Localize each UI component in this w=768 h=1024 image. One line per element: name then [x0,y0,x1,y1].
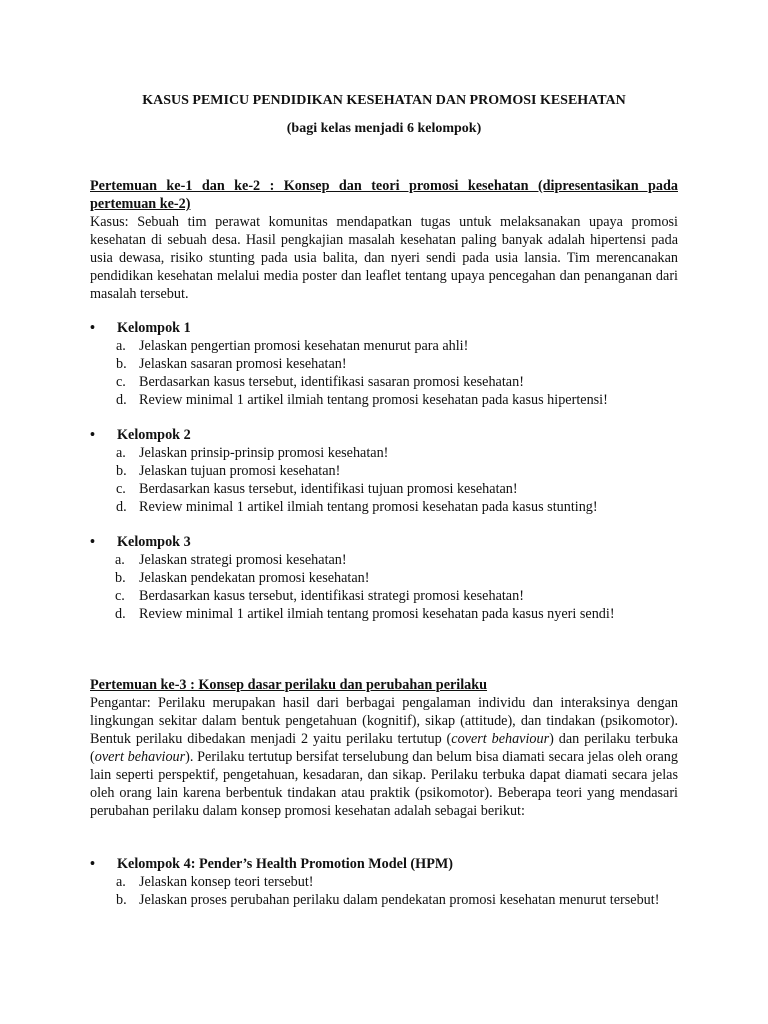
document-title: KASUS PEMICU PENDIDIKAN KESEHATAN DAN PROMOSI KESEHATAN [142,93,626,108]
group-4 [90,855,678,909]
bullet-icon: • [90,534,95,550]
group-3-title: Kelompok 3 [117,534,191,550]
list-marker: a. [116,445,126,461]
list-item-text: Review minimal 1 artikel ilmiah tentang promosi kesehatan pada kasus nyeri sendi! [139,606,615,622]
list-marker: a. [116,338,126,354]
group-1 [90,319,678,409]
list-marker: a. [116,874,126,890]
meeting-1-case-text: Kasus: Sebuah tim perawat komunitas mendapatkan tugas untuk melaksanakan upaya promosi kesehatan di sebuah desa. Hasil pengkajian masalah kesehatan paling banyak adalah hipertensi pada usia dewasa, risiko stunting pada usia balita, dan nyeri sendi pada usia lansia. Tim merencanakan pendidikan kesehatan melalui media poster dan leaflet tentang upaya pencegahan dan penanganan dari masalah tersebut. [90,214,678,302]
list-item-text: Jelaskan konsep teori tersebut! [139,874,314,890]
list-marker: d. [116,392,127,408]
group-4-heading [90,855,678,873]
list-item-text: Jelaskan pendekatan promosi kesehatan! [139,570,370,586]
list-item [90,391,678,409]
meeting-3-section [90,676,678,820]
list-marker: b. [116,356,127,372]
list-item [90,551,678,569]
list-item-text: Jelaskan strategi promosi kesehatan! [139,552,347,568]
list-item-text: Berdasarkan kasus tersebut, identifikasi tujuan promosi kesehatan! [139,481,518,497]
group-3 [90,533,678,623]
list-item-text: Review minimal 1 artikel ilmiah tentang promosi kesehatan pada kasus hipertensi! [139,392,608,408]
list-item [90,605,678,623]
meeting-1-heading: Pertemuan ke-1 dan ke-2 : Konsep dan teori promosi kesehatan (dipresentasikan pada pertemuan ke-2) [90,178,678,212]
list-marker: a. [115,552,125,568]
list-marker: b. [116,892,127,908]
list-item-text: Jelaskan sasaran promosi kesehatan! [139,356,347,372]
group-1-title: Kelompok 1 [117,320,191,336]
group-4-title: Kelompok 4: Pender’s Health Promotion Model (HPM) [117,856,453,872]
document-subtitle: (bagi kelas menjadi 6 kelompok) [286,121,482,136]
list-item [90,373,678,391]
bullet-icon: • [90,320,95,336]
list-item [90,587,678,605]
list-item-text: Jelaskan tujuan promosi kesehatan! [139,463,341,479]
list-item [90,355,678,373]
group-1-task-list [90,337,678,409]
list-item-text: Jelaskan proses perubahan perilaku dalam pendekatan promosi kesehatan menurut tersebut! [139,892,660,908]
list-item-text: Berdasarkan kasus tersebut, identifikasi sasaran promosi kesehatan! [139,374,524,390]
group-3-task-list [90,551,678,623]
list-item-text: Review minimal 1 artikel ilmiah tentang promosi kesehatan pada kasus stunting! [139,499,598,515]
list-marker: b. [116,463,127,479]
list-marker: c. [116,374,126,390]
intro-emphasis: covert behaviour [451,731,550,747]
group-4-task-list [90,873,678,909]
list-item [90,873,678,891]
list-item [90,337,678,355]
group-2-task-list [90,444,678,516]
list-marker: c. [115,588,125,604]
meeting-3-intro-text [90,694,678,820]
meeting-3-heading: Pertemuan ke-3 : Konsep dasar perilaku dan perubahan perilaku [90,677,488,693]
list-item [90,444,678,462]
bullet-icon: • [90,427,95,443]
meeting-1-section [90,177,678,303]
group-2-heading [90,426,678,444]
list-item [90,480,678,498]
list-marker: d. [116,499,127,515]
list-item-text: Jelaskan pengertian promosi kesehatan menurut para ahli! [139,338,469,354]
list-marker: d. [115,606,126,622]
list-marker: b. [115,570,126,586]
bullet-icon: • [90,856,95,872]
list-item [90,498,678,516]
intro-text-part: ). Perilaku tertutup bersifat terselubung dan belum bisa diamati secara jelas oleh orang lain seperti perspektif, pengetahuan, kesadaran, dan sikap. Perilaku terbuka dapat diamati secara jelas oleh orang lain karena berbentuk tindakan atau praktik (psikomotor). Beberapa teori yang mendasari perubahan perilaku dalam konsep promosi kesehatan adalah sebagai berikut: [90,749,678,819]
list-item [90,462,678,480]
list-item [90,569,678,587]
intro-text-part: Pengantar: Perilaku merupakan hasil dari berbagai pengalaman individu dan interaksinya dengan lingkungan sekitar dalam bentuk pengetahuan (kognitif), sikap (attitude), dan tindakan (psikomotor). Bentuk perilaku dibedakan menjadi 2 yaitu perilaku tertutup ( [90,695,678,747]
group-2 [90,426,678,516]
intro-text-part: ) dan perilaku terbuka ( [90,731,678,765]
list-item-text: Jelaskan prinsip-prinsip promosi kesehatan! [139,445,389,461]
intro-emphasis: overt behaviour [94,749,186,765]
list-item-text: Berdasarkan kasus tersebut, identifikasi strategi promosi kesehatan! [139,588,524,604]
group-2-title: Kelompok 2 [117,427,191,443]
list-marker: c. [116,481,126,497]
group-3-heading [90,533,678,551]
list-item [90,891,678,909]
group-1-heading [90,319,678,337]
